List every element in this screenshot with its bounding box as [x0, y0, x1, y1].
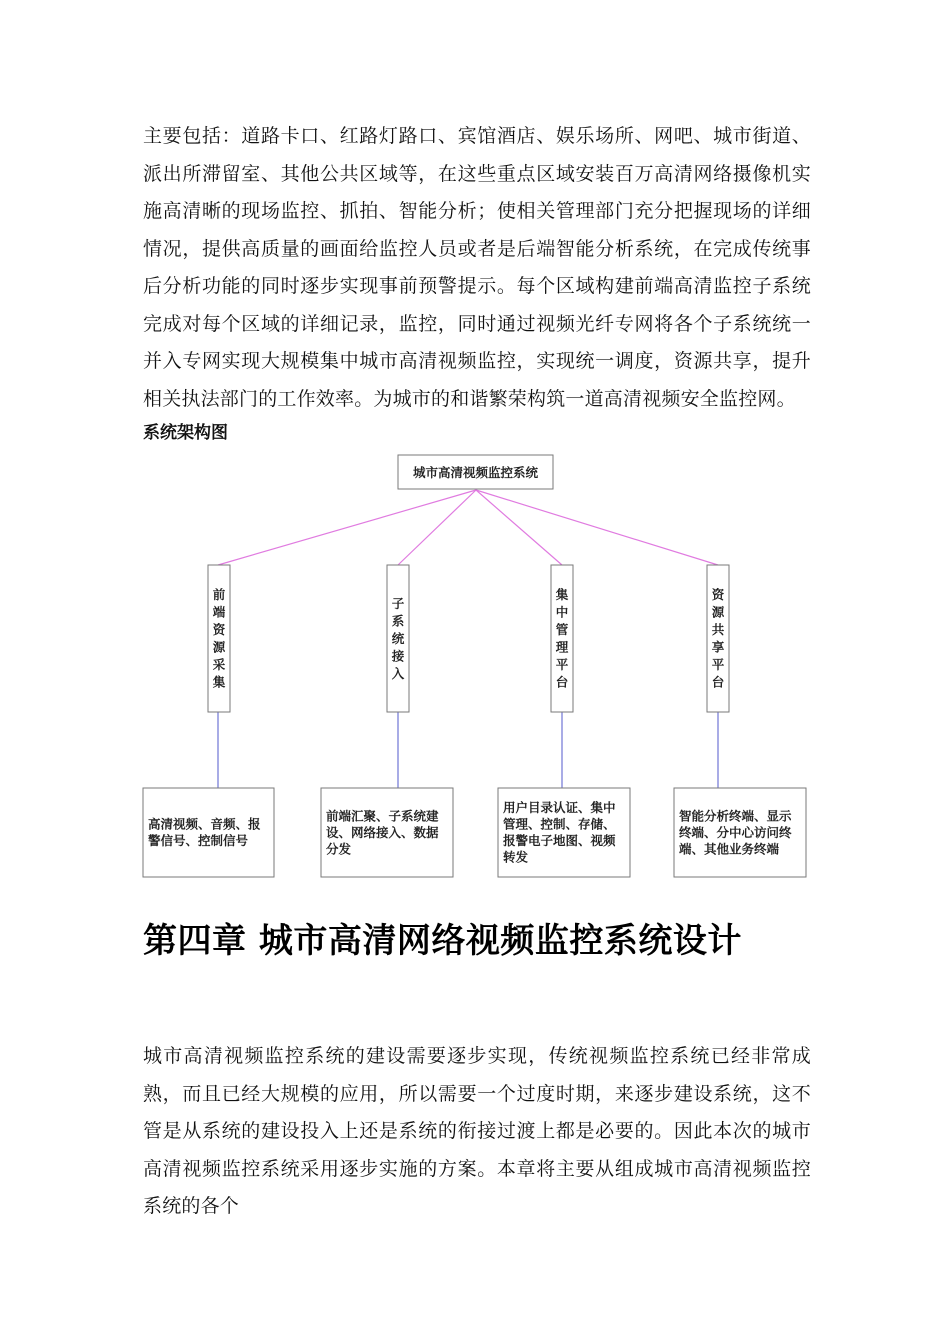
detail-line: 前端汇聚、子系统建 [326, 808, 439, 824]
detail-line: 报警电子地图、视频 [503, 833, 616, 848]
branch-label-char: 平 [555, 657, 569, 672]
detail-line: 转发 [503, 849, 529, 865]
branch-label-char: 接 [391, 648, 405, 664]
branch-label-char: 系 [391, 613, 405, 629]
detail-box-4 [674, 788, 806, 877]
detail-line: 智能分析终端、显示 [679, 808, 792, 824]
detail-line: 用户目录认证、集中 [503, 800, 616, 815]
branch-label-char: 源 [711, 604, 725, 620]
branch-label-char: 中 [555, 604, 569, 620]
branch-node-3 [551, 565, 573, 712]
branch-label-char: 子 [391, 595, 405, 611]
branch-label-char: 入 [391, 665, 405, 681]
root-node [398, 455, 553, 489]
branch-node-4 [707, 565, 729, 712]
detail-line: 端、其他业务终端 [679, 841, 780, 857]
branch-label-char: 前 [212, 587, 226, 602]
branch-label-char: 平 [711, 657, 725, 672]
branch-label-char: 享 [711, 639, 725, 655]
detail-box-1 [143, 788, 274, 877]
branch-label-char: 理 [555, 639, 569, 655]
branch-label-char: 集 [555, 587, 569, 602]
branch-label-char: 共 [711, 622, 725, 637]
intro-paragraph: 主要包括：道路卡口、红路灯路口、宾馆酒店、娱乐场所、网吧、城市街道、派出所滞留室、其他公共区域等，在这些重点区域安装百万高清网络摄像机实施高清晰的现场监控、抓拍、智能分析；使相关管理部门充分把握现场的详细情况，提供高质量的画面给监控人员或者是后端智能分析系统，在完成传统事后分析功能的同时逐步实现事前预警提示。每个区域构建前端高清监控子系统完成对每个区域的详细记录，监控，同时通过视频光纤专网将各个子系统统一并入专网实现大规模集中城市高清视频监控，实现统一调度，资源共享，提升相关执法部门的工作效率。为城市的和谐繁荣构筑一道高清视频安全监控网。 [143, 125, 811, 410]
root-node-label: 城市高清视频监控系统 [412, 465, 539, 480]
detail-box-3 [498, 788, 630, 877]
detail-line: 分发 [326, 841, 352, 857]
branch-label-char: 台 [555, 674, 569, 690]
detail-line: 管理、控制、存储、 [503, 816, 616, 832]
detail-box-1-text [148, 817, 261, 849]
detail-line: 终端、分中心访问终 [679, 824, 792, 840]
branch-label-char: 资 [212, 622, 226, 637]
chapter-heading: 第四章 城市高清网络视频监控系统设计 [143, 921, 742, 961]
branch-node-2-label [391, 596, 405, 681]
branch-node-1 [208, 565, 230, 712]
chapter-intro-paragraph: 城市高清视频监控系统的建设需要逐步实现，传统视频监控系统已经非常成熟，而且已经大规模的应用，所以需要一个过度时期，来逐步建设系统，这不管是从系统的建设投入上还是系统的衔接过渡上都是必要的。因此本次的城市高清视频监控系统采用逐步实施的方案。本章将主要从组成城市高清视频监控系统的各个 [143, 1045, 811, 1217]
branch-label-char: 源 [212, 639, 226, 655]
connector-root-branch-3 [476, 490, 562, 565]
branch-label-char: 集 [212, 674, 226, 690]
connector-root-branch-4 [476, 490, 718, 565]
branch-label-char: 统 [391, 630, 405, 646]
branch-node-2 [387, 565, 409, 712]
detail-line: 高清视频、音频、报 [148, 816, 261, 832]
branch-label-char: 资 [711, 587, 725, 602]
detail-box-2 [321, 788, 453, 877]
branch-label-char: 采 [212, 657, 226, 672]
figure-caption: 系统架构图 [143, 423, 228, 443]
branch-label-char: 台 [711, 674, 725, 690]
branch-label-char: 管 [555, 622, 569, 637]
detail-line: 设、网络接入、数据 [326, 824, 439, 840]
detail-line: 警信号、控制信号 [148, 833, 249, 848]
detail-box-4-text [678, 808, 792, 856]
branch-label-char: 端 [212, 604, 226, 620]
